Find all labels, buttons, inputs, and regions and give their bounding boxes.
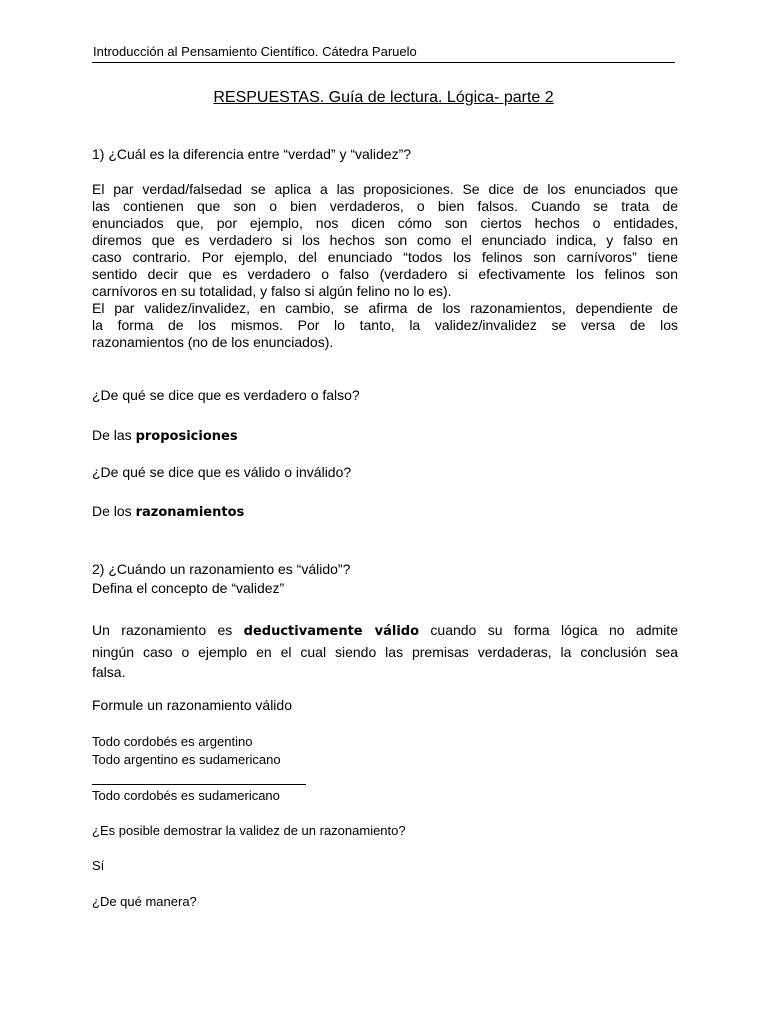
sub-answer-true-false [92,427,678,445]
sub-question-valid-invalid: ¿De qué se dice que es válido o inválido? [92,464,352,480]
sub-answer-keyword: proposiciones [135,429,238,444]
question-2 [92,561,678,597]
answer-1-line: sentido decir que es verdadero o falso (verdadero si efectivamente los felinos son [92,266,678,282]
premise-2: Todo argentino es sudamericano [92,752,281,767]
answer-2-line-3: falsa. [92,664,126,680]
answer-1-line: diremos que es verdadero si los hechos son como el enunciado indica, y falso en [92,232,678,248]
answer-1-line: carnívoros en su totalidad, y falso si algún felino no lo es). [92,283,452,299]
answer-2-rest: cuando su forma lógica no admite [419,622,678,638]
header-divider [92,62,675,63]
syllogism-conclusion-line [92,784,306,785]
sub-answer-prefix: De los [92,503,136,519]
document-title: RESPUESTAS. Guía de lectura. Lógica- parte 2 [213,89,554,106]
answer-1-line: El par verdad/falsedad se aplica a las proposiciones. Se dice de los enunciados que [92,181,678,197]
question-2-line-2: Defina el concepto de “validez” [92,580,285,596]
sub-question-true-false: ¿De qué se dice que es verdadero o falso? [92,387,360,403]
question-how: ¿De qué manera? [92,894,197,909]
answer-2 [92,620,678,682]
answer-1-line: la forma de los mismos. Por lo tanto, la validez/invalidez se versa de los [92,317,678,333]
sub-answer-valid-invalid [92,503,678,521]
answer-2-prefix: Un razonamiento es [92,622,244,638]
question-2-line-1: 2) ¿Cuándo un razonamiento es “válido”? [92,561,351,577]
answer-1-paragraph-1 [92,181,678,351]
running-header: Introducción al Pensamiento Científico. Cátedra Paruelo [93,44,417,59]
answer-1-line: enunciados que, por ejemplo, nos dicen cómo son ciertos hechos o entidades, [92,215,678,231]
answer-2-line-2: ningún caso o ejemplo en el cual siendo las premisas verdaderas, la conclusión sea [92,644,678,660]
answer-1-line: razonamientos (no de los enunciados). [92,334,334,350]
answer-2-line-1 [92,620,678,642]
premise-1: Todo cordobés es argentino [92,734,253,749]
question-1: 1) ¿Cuál es la diferencia entre “verdad” y “validez”? [92,146,412,162]
answer-1-line: El par validez/invalidez, en cambio, se afirma de los razonamientos, dependiente de [92,300,678,316]
answer-2-keyword: deductivamente válido [243,624,420,639]
syllogism-conclusion: Todo cordobés es sudamericano [92,788,280,803]
answer-1-line: caso contrario. Por ejemplo, del enunciado “todos los felinos son carnívoros” tiene [92,249,678,265]
sub-answer-prefix: De las [92,427,136,443]
sub-answer-keyword: razonamientos [135,505,245,520]
syllogism-premises [92,733,678,769]
question-demonstrate-validity: ¿Es posible demostrar la validez de un razonamiento? [92,823,406,838]
formulate-prompt: Formule un razonamiento válido [92,697,292,713]
answer-1-line: las contienen que son o bien verdaderos, o bien falsos. Cuando se trata de [92,198,678,214]
answer-demonstrate-validity: Sí [92,858,105,873]
